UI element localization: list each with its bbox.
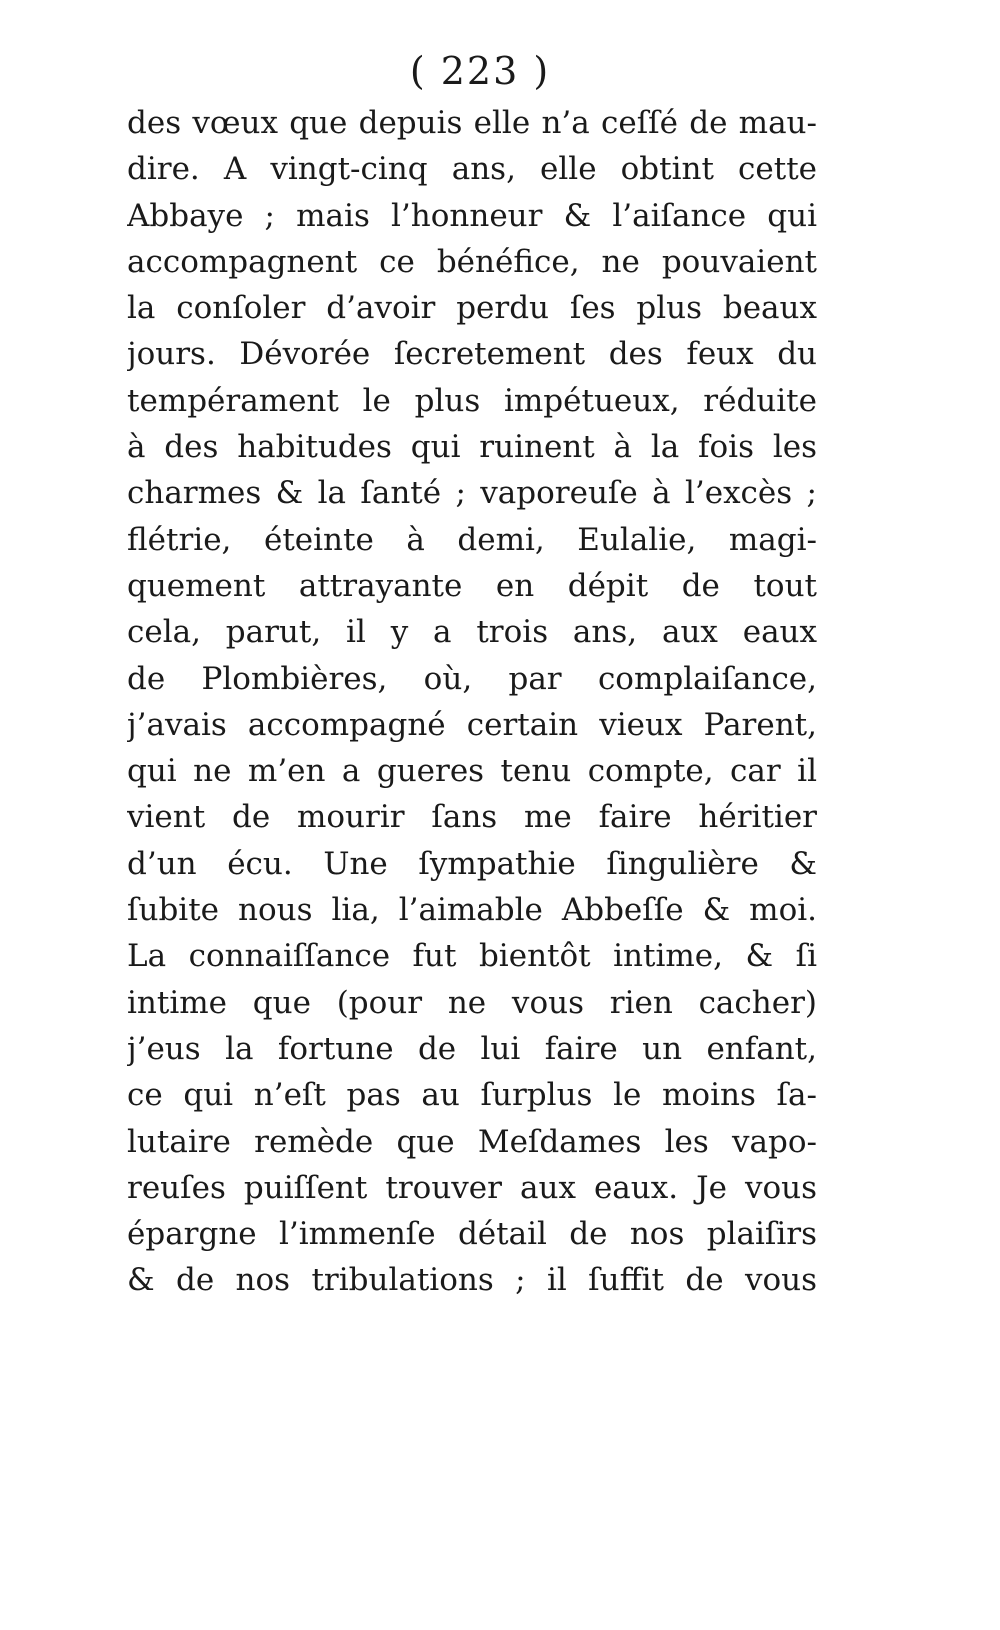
text-line: flétrie, éteinte à demi, Eulalie, magi- xyxy=(127,521,817,558)
text-line: tempérament le plus impétueux, réduite xyxy=(127,382,817,419)
text-line: ce qui n’eſt pas au ſurplus le moins ſa- xyxy=(127,1077,817,1114)
text-line: de Plombières, où, par complaiſance, xyxy=(127,660,817,697)
text-line: j’avais accompagné certain vieux Parent, xyxy=(127,706,817,743)
body-text xyxy=(127,100,817,1304)
text-line: qui ne m’en a gueres tenu compte, car il xyxy=(127,753,817,790)
text-line: d’un écu. Une ſympathie ſingulière & xyxy=(127,845,817,882)
text-line: Abbaye ; mais l’honneur & l’aiſance qui xyxy=(127,197,817,234)
text-line: & de nos tribulations ; il ſuffit de vous xyxy=(127,1262,817,1299)
text-line: ſubite nous lia, l’aimable Abbeſſe & moi. xyxy=(127,892,817,929)
text-line: jours. Dévorée ſecretement des feux du xyxy=(127,336,817,373)
page-number: ( 223 ) xyxy=(409,49,551,93)
text-line: quement attrayante en dépit de tout xyxy=(127,567,817,604)
text-line: La connaiſſance fut bientôt intime, & ſi xyxy=(127,938,817,975)
text-line: cela, parut, il y a trois ans, aux eaux xyxy=(127,614,817,651)
text-line: vient de mourir ſans me faire héritier xyxy=(127,799,817,836)
text-line: à des habitudes qui ruinent à la fois les xyxy=(127,429,817,466)
text-line: la conſoler d’avoir perdu ſes plus beaux xyxy=(127,290,817,327)
text-line: accompagnent ce bénéfice, ne pouvaient xyxy=(127,243,817,280)
text-line: dire. A vingt-cinq ans, elle obtint cette xyxy=(127,151,817,188)
text-line: lutaire remède que Meſdames les vapo- xyxy=(127,1123,817,1160)
text-line: reuſes puiſſent trouver aux eaux. Je vous xyxy=(127,1169,817,1206)
text-line: des vœux que depuis elle n’a ceſſé de mau- xyxy=(127,105,817,141)
text-line: j’eus la fortune de lui faire un enfant, xyxy=(127,1030,817,1067)
text-line: intime que (pour ne vous rien cacher) xyxy=(127,984,817,1021)
text-line: épargne l’immenſe détail de nos plaiſirs xyxy=(127,1216,817,1253)
text-line: charmes & la ſanté ; vaporeuſe à l’excès ; xyxy=(127,475,817,512)
